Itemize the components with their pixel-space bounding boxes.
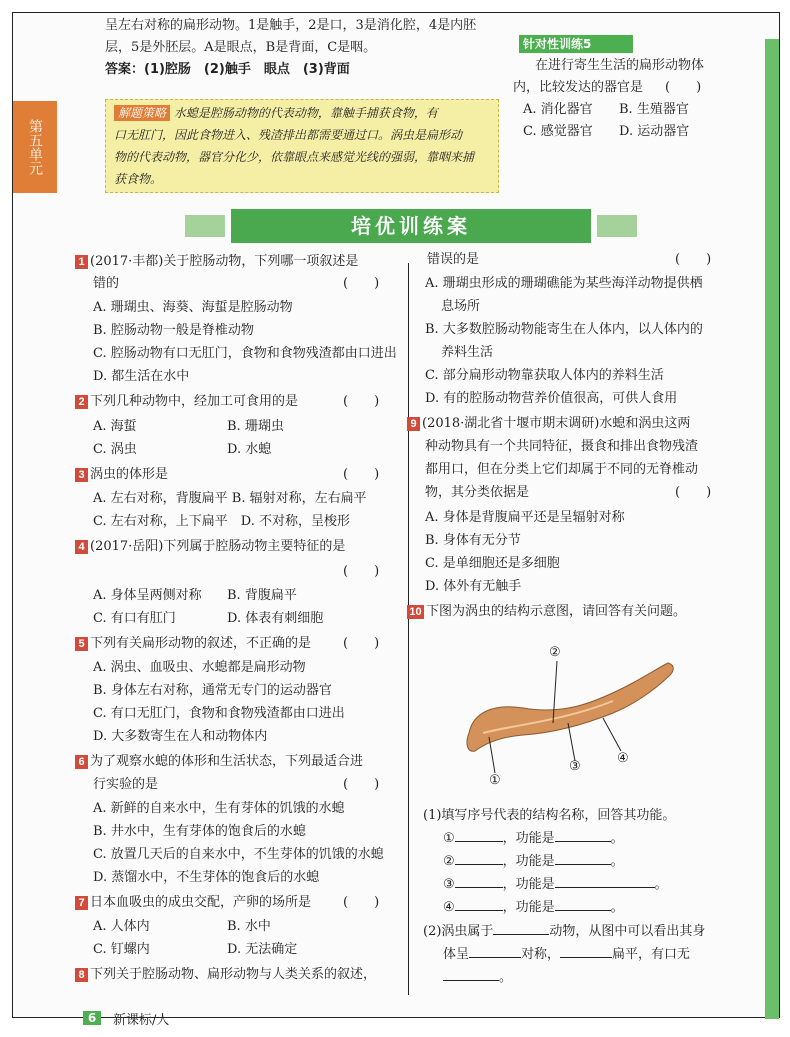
q9-num: 9	[407, 417, 420, 431]
q1-stem2: 错的	[93, 276, 120, 291]
q5-d: D. 大多数寄生在人和动物体内	[93, 729, 268, 744]
q6-c: C. 放置几天后的自来水中，不生芽体的饥饿的水螅	[93, 847, 384, 862]
page-frame	[12, 12, 780, 1028]
t5-b: B. 生殖器官	[619, 102, 689, 117]
q7-stem: 日本血吸虫的成虫交配，产卵的场所是	[90, 895, 312, 910]
row2-num: ②	[443, 854, 455, 869]
q3-stem: 涡虫的体形是	[90, 467, 169, 482]
q7-c: C. 钉螺内	[93, 942, 150, 957]
t5-paren: ( )	[665, 80, 702, 95]
q1-paren: ( )	[343, 276, 380, 291]
q3-ab: A. 左右对称，背腹扁平 B. 辐射对称，左右扁平	[93, 491, 367, 506]
s2d: 对称，	[521, 947, 561, 962]
q8-d: D. 有的腔肠动物营养价值很高，可供人食用	[425, 391, 678, 406]
q5-a: A. 涡虫、血吸虫、水螅都是扁形动物	[93, 660, 306, 675]
q9-a: A. 身体是背腹扁平还是呈辐射对称	[425, 510, 625, 525]
q6-stem2: 行实验的是	[93, 777, 159, 792]
q9-b: B. 身体有无分节	[425, 533, 521, 548]
side-strip	[765, 39, 779, 1019]
pointer-1	[489, 737, 495, 773]
top-left-line1: 呈左右对称的扁形动物。1是触手，2是口，3是消化腔，4是内胚	[105, 18, 477, 33]
q8-paren: ( )	[675, 252, 712, 267]
row2-func: ，功能是	[502, 854, 555, 869]
label-3: ③	[569, 759, 581, 774]
q5-b: B. 身体左右对称，通常无专门的运动器官	[93, 683, 332, 698]
tip-label: 解题策略	[114, 105, 170, 121]
q2-stem: 下列几种动物中，经加工可食用的是	[90, 394, 299, 409]
tip-line4: 获食物。	[114, 172, 163, 186]
q4-b: B. 背腹扁平	[227, 588, 297, 603]
q7-num: 7	[75, 896, 88, 910]
q6-num: 6	[75, 755, 88, 769]
pointer-3	[568, 723, 575, 761]
q7-d: D. 无法确定	[227, 942, 298, 957]
row3-num: ③	[443, 877, 455, 892]
q6-paren: ( )	[343, 777, 380, 792]
q10-num: 10	[407, 605, 424, 619]
s2b: 动物，从图中可以看出其身	[549, 924, 706, 939]
q9-stem2: 种动物具有一个共同特征，摄食和排出食物残渣	[425, 439, 699, 454]
q3-cd: C. 左右对称，上下扁平 D. 不对称，呈梭形	[93, 514, 350, 529]
page-number: 6	[83, 1011, 101, 1025]
q5-stem: 下列有关扁形动物的叙述，不正确的是	[90, 636, 312, 651]
q2-a: A. 海蜇	[93, 419, 137, 434]
q10-s1: (1)填写序号代表的结构名称，回答其功能。	[423, 808, 676, 823]
q8-num: 8	[75, 968, 88, 982]
q6-a: A. 新鲜的自来水中，生有芽体的饥饿的水螅	[93, 801, 345, 816]
t5-line2: 内，比较发达的器官是	[513, 80, 644, 95]
q9-paren: ( )	[675, 485, 712, 500]
q7-a: A. 人体内	[93, 919, 150, 934]
q8-a2: 息场所	[441, 299, 481, 314]
unit-tab: 第五单元	[13, 101, 57, 193]
q5-num: 5	[75, 637, 88, 651]
q3-paren: ( )	[343, 467, 380, 482]
q8-c: C. 部分扁形动物靠获取人体内的养料生活	[425, 368, 664, 383]
q9-c: C. 是单细胞还是多细胞	[425, 556, 560, 571]
s2a: (2)涡虫属于	[423, 924, 494, 939]
q9-d: D. 体外有无触手	[425, 579, 522, 594]
s2c: 体呈	[443, 947, 470, 962]
tip-line1: 水螅是腔肠动物的代表动物，靠触手捕获食物，有	[173, 106, 438, 120]
q6-stem: 为了观察水螅的体形和生活状态，下列最适合进	[90, 754, 364, 769]
t5-c: C. 感觉器官	[523, 124, 593, 139]
top-left-line2: 层，5是外胚层。A是眼点，B是背面，C是咽。	[105, 40, 377, 55]
q4-d: D. 体表有刺细胞	[227, 611, 324, 626]
row3-end: 。	[654, 877, 668, 892]
q5-paren: ( )	[343, 636, 380, 651]
tip-box	[105, 99, 499, 193]
q1-num: 1	[75, 255, 88, 269]
pointer-4	[603, 718, 621, 751]
q1-a: A. 珊瑚虫、海葵、海蜇是腔肠动物	[93, 300, 293, 315]
row2-end: 。	[610, 854, 624, 869]
q7-b: B. 水中	[227, 919, 271, 934]
row1-func: ，功能是	[502, 831, 555, 846]
q5-c: C. 有口无肛门，食物和食物残渣都由口进出	[93, 706, 345, 721]
q8-stem: 下列关于腔肠动物、扁形动物与人类关系的叙述，	[90, 967, 377, 982]
q2-d: D. 水螅	[227, 442, 272, 457]
q1-stem: (2017·丰都)关于腔肠动物，下列哪一项叙述是	[90, 254, 359, 269]
q1-d: D. 都生活在水中	[93, 369, 190, 384]
q8-b2: 养料生活	[441, 345, 494, 360]
q2-c: C. 涡虫	[93, 442, 137, 457]
q9-stem3: 都用口，但在分类上它们却属于不同的无脊椎动	[425, 462, 699, 477]
q1-b: B. 腔肠动物一般是脊椎动物	[93, 323, 254, 338]
q2-num: 2	[75, 395, 88, 409]
label-4: ④	[617, 751, 629, 766]
section-banner: 培优训练案	[231, 209, 591, 243]
s2e: 扁平，有口无	[612, 947, 691, 962]
q4-c: C. 有口有肛门	[93, 611, 176, 626]
tip-line3: 物的代表动物，器官分化少，依靠眼点来感觉光线的强弱，靠咽来捕	[114, 150, 475, 164]
row1-end: 。	[610, 831, 624, 846]
q9-stem4: 物，其分类依据是	[425, 485, 530, 500]
flatworm-body	[467, 663, 673, 751]
q4-num: 4	[75, 540, 88, 554]
q9-stem: (2018·湖北省十堰市期末调研)水螅和涡虫这两	[422, 416, 691, 431]
q7-paren: ( )	[343, 895, 380, 910]
q10-stem: 下图为涡虫的结构示意图，请回答有关问题。	[426, 604, 687, 619]
answer-line: 答案：(1)腔肠 (2)触手 眼点 (3)背面	[105, 62, 350, 77]
q8-b: B. 大多数腔肠动物能寄生在人体内，以人体内的	[425, 322, 703, 337]
q6-b: B. 井水中，生有芽体的饱食后的水螅	[93, 824, 306, 839]
row4-func: ，功能是	[502, 900, 555, 915]
q2-b: B. 珊瑚虫	[227, 419, 284, 434]
s2f: 。	[499, 970, 513, 985]
q1-c: C. 腔肠动物有口无肛门，食物和食物残渣都由口进出	[93, 346, 397, 361]
column-divider	[408, 263, 409, 995]
q2-paren: ( )	[343, 394, 380, 409]
q4-stem: (2017·岳阳)下列属于腔肠动物主要特征的是	[90, 539, 346, 554]
q3-num: 3	[75, 468, 88, 482]
q6-d: D. 蒸馏水中，不生芽体的饱食后的水螅	[93, 870, 320, 885]
row4-end: 。	[610, 900, 624, 915]
q8-a: A. 珊瑚虫形成的珊瑚礁能为某些海洋动物提供栖	[425, 276, 703, 291]
label-1: ①	[489, 773, 501, 788]
t5-a: A. 消化器官	[523, 102, 593, 117]
training5-label: 针对性训练5	[519, 35, 633, 53]
q4-a: A. 身体呈两侧对称	[93, 588, 202, 603]
row3-func: ，功能是	[502, 877, 555, 892]
label-2: ②	[549, 645, 561, 660]
row1-num: ①	[443, 831, 455, 846]
q8-cont: 错误的是	[427, 252, 480, 267]
footer-text: 新课标/人	[113, 1013, 170, 1028]
q4-paren: ( )	[343, 564, 380, 579]
t5-line1: 在进行寄生生活的扁形动物体	[535, 58, 705, 73]
tip-line2: 口无肛门，因此食物进入、残渣排出都需要通过口。涡虫是扁形动	[114, 128, 463, 142]
row4-num: ④	[443, 900, 455, 915]
t5-d: D. 运动器官	[619, 124, 690, 139]
